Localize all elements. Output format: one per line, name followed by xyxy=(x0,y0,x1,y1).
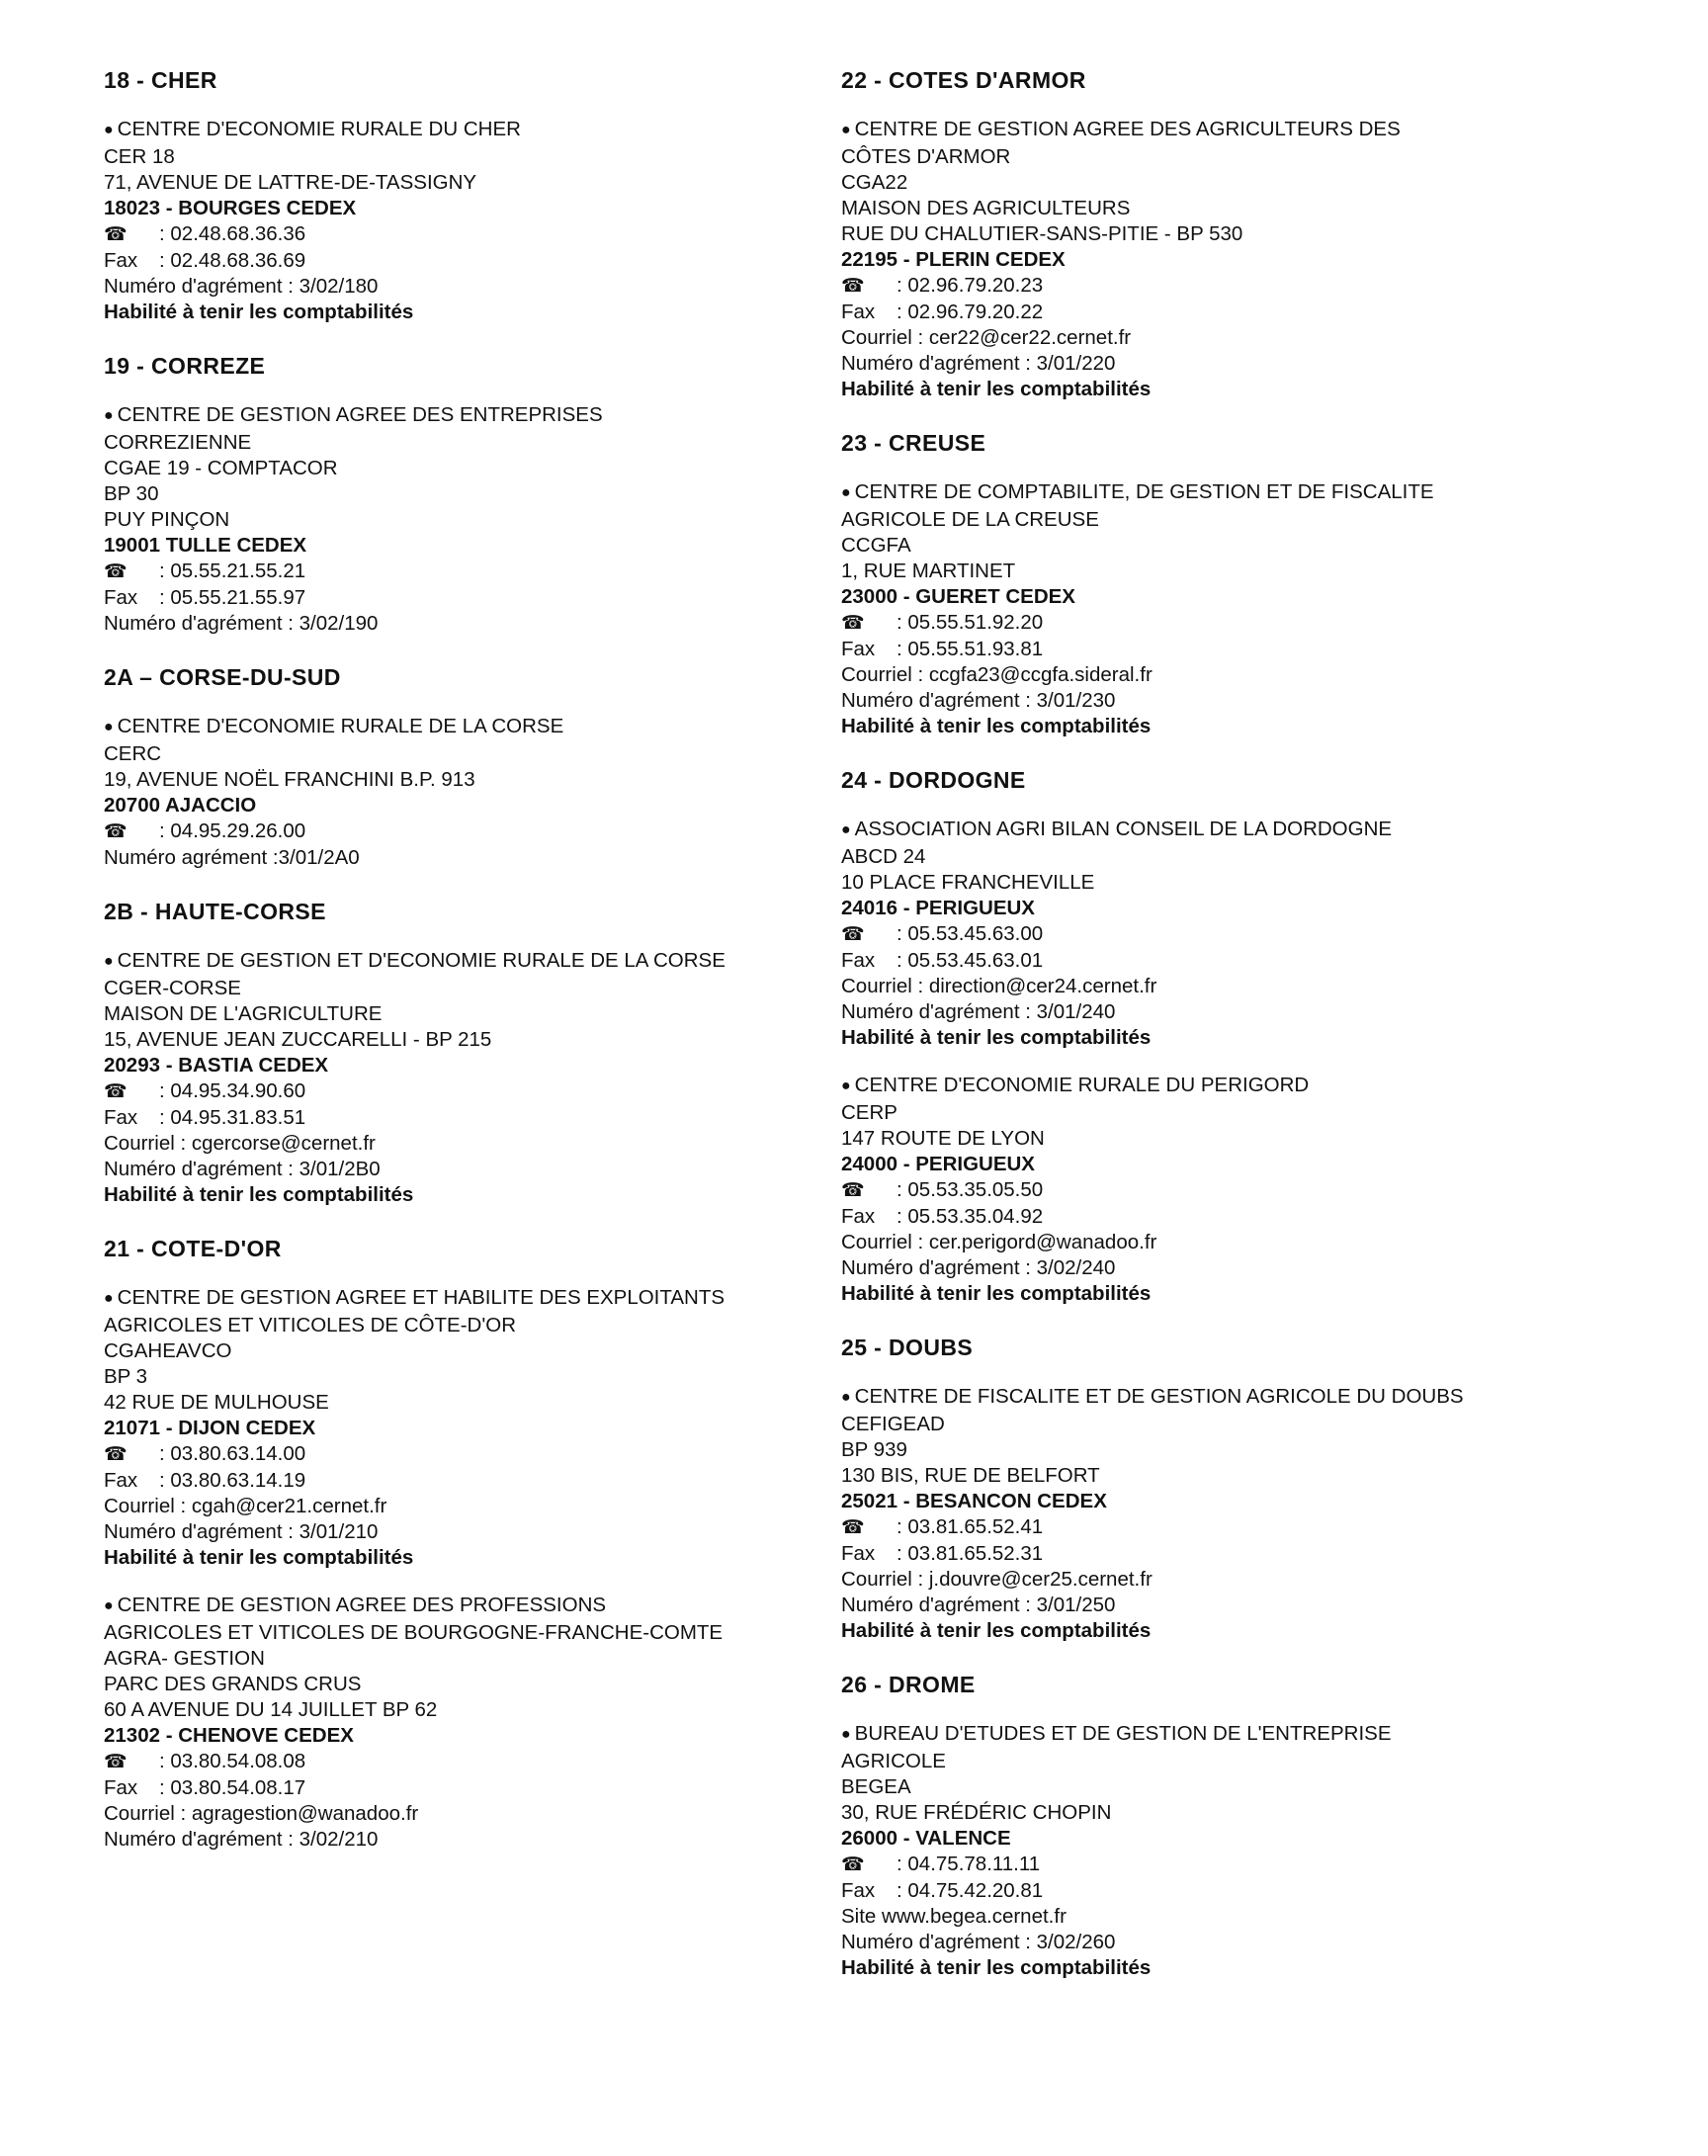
center-name-line: ● CENTRE DE GESTION AGREE ET HABILITE DES EXPLOITANTS xyxy=(104,1285,815,1313)
fax-number: : 04.75.42.20.81 xyxy=(897,1879,1044,1902)
address-line: 15, AVENUE JEAN ZUCCARELLI - BP 215 xyxy=(104,1028,492,1051)
address-line: BEGEA xyxy=(841,1775,911,1798)
habilite-note: Habilité à tenir les comptabilités xyxy=(104,1183,414,1206)
agrement-number: Numéro d'agrément : 3/02/180 xyxy=(104,275,379,298)
fax-label: Fax xyxy=(841,638,876,660)
phone-number: : 02.48.68.36.36 xyxy=(159,222,306,245)
fax-line xyxy=(104,1105,815,1131)
agrement-number: Numéro d'agrément : 3/01/2B0 xyxy=(104,1158,381,1180)
email-line: Site www.begea.cernet.fr xyxy=(841,1905,1067,1928)
city-postcode: 20700 AJACCIO xyxy=(104,794,257,817)
department-section xyxy=(104,1234,815,1853)
center-entry xyxy=(104,117,815,325)
center-entry xyxy=(841,817,1553,1051)
address-line: PARC DES GRANDS CRUS xyxy=(104,1673,362,1695)
city-postcode: 19001 TULLE CEDEX xyxy=(104,534,307,557)
telephone-icon: ☎ xyxy=(841,1854,865,1875)
address-line: AGRA- GESTION xyxy=(104,1647,265,1670)
agrement-number: Numéro d'agrément : 3/01/240 xyxy=(841,1000,1116,1023)
fax-label: Fax xyxy=(104,249,138,272)
center-name-line: ● CENTRE DE GESTION AGREE DES AGRICULTEURS DES xyxy=(841,117,1553,144)
phone-line xyxy=(104,819,815,845)
right-column xyxy=(841,65,1553,2007)
center-name-line: AGRICOLES ET VITICOLES DE CÔTE-D'OR xyxy=(104,1314,517,1337)
fax-label: Fax xyxy=(841,301,876,323)
phone-number: : 02.96.79.20.23 xyxy=(897,274,1044,297)
habilite-note: Habilité à tenir les comptabilités xyxy=(841,1282,1152,1305)
email-line: Courriel : direction@cer24.cernet.fr xyxy=(841,975,1157,997)
phone-number: : 05.55.21.55.21 xyxy=(159,560,306,582)
email-line: Courriel : cer22@cer22.cernet.fr xyxy=(841,326,1132,349)
center-name-line: ● CENTRE DE FISCALITE ET DE GESTION AGRICOLE DU DOUBS xyxy=(841,1384,1553,1412)
habilite-note: Habilité à tenir les comptabilités xyxy=(104,1546,414,1569)
fax-line xyxy=(104,585,815,611)
fax-number: : 03.80.54.08.17 xyxy=(159,1776,306,1799)
fax-number: : 05.53.35.04.92 xyxy=(897,1205,1044,1228)
center-entry xyxy=(104,1285,815,1571)
center-entry xyxy=(104,714,815,871)
fax-number: : 04.95.31.83.51 xyxy=(159,1106,306,1129)
center-entry xyxy=(841,479,1553,739)
department-section xyxy=(104,897,815,1208)
address-line: RUE DU CHALUTIER-SANS-PITIE - BP 530 xyxy=(841,222,1243,245)
city-postcode: 18023 - BOURGES CEDEX xyxy=(104,197,357,219)
address-line: CER 18 xyxy=(104,145,175,168)
address-line: CGA22 xyxy=(841,171,908,194)
department-heading: 24 - DORDOGNE xyxy=(841,767,1026,793)
address-line: CERC xyxy=(104,742,162,765)
email-line: Courriel : cgercorse@cernet.fr xyxy=(104,1132,376,1155)
address-line: CGAE 19 - COMPTACOR xyxy=(104,457,338,479)
phone-line xyxy=(841,610,1553,637)
department-section xyxy=(841,65,1553,402)
telephone-icon: ☎ xyxy=(104,1752,128,1772)
phone-number: : 04.75.78.11.11 xyxy=(897,1853,1041,1875)
telephone-icon: ☎ xyxy=(841,276,865,297)
center-entry xyxy=(841,1721,1553,1981)
habilite-note: Habilité à tenir les comptabilités xyxy=(841,378,1152,400)
address-line: CERP xyxy=(841,1101,897,1124)
phone-line xyxy=(841,1514,1553,1541)
agrement-number: Numéro d'agrément : 3/02/240 xyxy=(841,1256,1116,1279)
department-heading: 25 - DOUBS xyxy=(841,1335,974,1360)
telephone-icon: ☎ xyxy=(104,561,128,582)
center-name-line: ● ASSOCIATION AGRI BILAN CONSEIL DE LA DORDOGNE xyxy=(841,817,1553,844)
department-section xyxy=(841,765,1553,1307)
department-heading: 21 - COTE-D'OR xyxy=(104,1236,282,1261)
center-entry xyxy=(104,1593,815,1853)
city-postcode: 26000 - VALENCE xyxy=(841,1827,1011,1850)
city-postcode: 22195 - PLERIN CEDEX xyxy=(841,248,1066,271)
phone-number: : 05.53.45.63.00 xyxy=(897,922,1044,945)
fax-number: : 05.53.45.63.01 xyxy=(897,949,1044,972)
department-section xyxy=(841,1333,1553,1644)
telephone-icon: ☎ xyxy=(104,1444,128,1465)
department-section xyxy=(841,428,1553,739)
center-name-line: ● CENTRE DE GESTION AGREE DES PROFESSIONS xyxy=(104,1593,815,1620)
phone-line xyxy=(841,1852,1553,1878)
center-name-line: AGRICOLE DE LA CREUSE xyxy=(841,508,1099,531)
address-line: 130 BIS, RUE DE BELFORT xyxy=(841,1464,1100,1487)
city-postcode: 21071 - DIJON CEDEX xyxy=(104,1417,316,1439)
fax-line xyxy=(841,1878,1553,1904)
fax-line xyxy=(104,1468,815,1494)
phone-number: : 04.95.34.90.60 xyxy=(159,1079,306,1102)
department-section xyxy=(841,1670,1553,1981)
fax-label: Fax xyxy=(104,1469,138,1492)
telephone-icon: ☎ xyxy=(104,821,128,842)
agrement-number: Numéro d'agrément : 3/01/250 xyxy=(841,1594,1116,1616)
address-line: BP 30 xyxy=(104,482,159,505)
telephone-icon: ☎ xyxy=(841,613,865,634)
address-line: BP 3 xyxy=(104,1365,148,1388)
phone-number: : 03.80.63.14.00 xyxy=(159,1442,306,1465)
department-heading: 23 - CREUSE xyxy=(841,430,986,456)
center-name-line: CORREZIENNE xyxy=(104,431,252,454)
phone-line xyxy=(104,1441,815,1468)
address-line: 60 A AVENUE DU 14 JUILLET BP 62 xyxy=(104,1698,438,1721)
center-entry xyxy=(841,1384,1553,1644)
address-line: 147 ROUTE DE LYON xyxy=(841,1127,1045,1150)
address-line: BP 939 xyxy=(841,1438,907,1461)
telephone-icon: ☎ xyxy=(104,224,128,245)
address-line: 19, AVENUE NOËL FRANCHINI B.P. 913 xyxy=(104,768,475,791)
email-line: Courriel : cgah@cer21.cernet.fr xyxy=(104,1495,387,1517)
department-section xyxy=(104,351,815,637)
fax-number: : 03.80.63.14.19 xyxy=(159,1469,306,1492)
address-line: CGAHEAVCO xyxy=(104,1339,232,1362)
center-name-line: ● CENTRE D'ECONOMIE RURALE DU PERIGORD xyxy=(841,1073,1553,1100)
city-postcode: 24016 - PERIGUEUX xyxy=(841,897,1035,919)
center-name-line: ● CENTRE DE GESTION AGREE DES ENTREPRISES xyxy=(104,402,815,430)
center-name-line: AGRICOLES ET VITICOLES DE BOURGOGNE-FRANCHE-COMTE xyxy=(104,1621,724,1644)
agrement-number: Numéro d'agrément : 3/01/220 xyxy=(841,352,1116,375)
center-name-line: ● CENTRE DE GESTION ET D'ECONOMIE RURALE DE LA CORSE xyxy=(104,948,815,976)
center-name-line: AGRICOLE xyxy=(841,1750,946,1772)
fax-label: Fax xyxy=(104,586,138,609)
agrement-number: Numéro d'agrément : 3/02/190 xyxy=(104,612,379,635)
address-line: ABCD 24 xyxy=(841,845,926,868)
center-name-line: ● CENTRE D'ECONOMIE RURALE DU CHER xyxy=(104,117,815,144)
fax-line xyxy=(104,248,815,274)
address-line: 1, RUE MARTINET xyxy=(841,560,1016,582)
phone-number: : 05.55.51.92.20 xyxy=(897,611,1044,634)
phone-line xyxy=(841,273,1553,300)
telephone-icon: ☎ xyxy=(841,924,865,945)
center-entry xyxy=(104,948,815,1208)
fax-label: Fax xyxy=(104,1776,138,1799)
address-line: CGER-CORSE xyxy=(104,977,241,999)
fax-line xyxy=(841,1541,1553,1567)
city-postcode: 21302 - CHENOVE CEDEX xyxy=(104,1724,354,1747)
department-section xyxy=(104,65,815,325)
center-entry xyxy=(104,402,815,637)
address-line: MAISON DES AGRICULTEURS xyxy=(841,197,1131,219)
department-section xyxy=(104,662,815,871)
center-name-line: ● CENTRE D'ECONOMIE RURALE DE LA CORSE xyxy=(104,714,815,741)
center-name-line: ● BUREAU D'ETUDES ET DE GESTION DE L'ENTREPRISE xyxy=(841,1721,1553,1749)
city-postcode: 24000 - PERIGUEUX xyxy=(841,1153,1035,1175)
city-postcode: 23000 - GUERET CEDEX xyxy=(841,585,1075,608)
center-entry xyxy=(841,117,1553,402)
fax-number: : 02.96.79.20.22 xyxy=(897,301,1044,323)
phone-line xyxy=(104,1749,815,1775)
phone-line xyxy=(104,221,815,248)
address-line: CEFIGEAD xyxy=(841,1413,945,1435)
fax-number: : 05.55.51.93.81 xyxy=(897,638,1044,660)
agrement-number: Numéro d'agrément : 3/01/230 xyxy=(841,689,1116,712)
fax-line xyxy=(841,300,1553,325)
habilite-note: Habilité à tenir les comptabilités xyxy=(841,1026,1152,1049)
agrement-number: Numéro agrément :3/01/2A0 xyxy=(104,846,360,869)
center-entry xyxy=(841,1073,1553,1307)
phone-number: : 03.80.54.08.08 xyxy=(159,1750,306,1772)
email-line: Courriel : j.douvre@cer25.cernet.fr xyxy=(841,1568,1153,1591)
phone-line xyxy=(104,1078,815,1105)
phone-line xyxy=(104,559,815,585)
department-heading: 19 - CORREZE xyxy=(104,353,266,379)
city-postcode: 20293 - BASTIA CEDEX xyxy=(104,1054,329,1077)
fax-label: Fax xyxy=(841,1205,876,1228)
department-heading: 18 - CHER xyxy=(104,67,217,93)
fax-line xyxy=(841,637,1553,662)
address-line: PUY PINÇON xyxy=(104,508,230,531)
fax-label: Fax xyxy=(104,1106,138,1129)
phone-line xyxy=(841,921,1553,948)
department-heading: 2B - HAUTE-CORSE xyxy=(104,899,326,924)
fax-label: Fax xyxy=(841,1542,876,1565)
telephone-icon: ☎ xyxy=(104,1081,128,1102)
fax-line xyxy=(841,1204,1553,1230)
fax-number: : 02.48.68.36.69 xyxy=(159,249,306,272)
email-line: Courriel : ccgfa23@ccgfa.sideral.fr xyxy=(841,663,1153,686)
phone-line xyxy=(841,1177,1553,1204)
fax-line xyxy=(104,1775,815,1801)
agrement-number: Numéro d'agrément : 3/01/210 xyxy=(104,1520,379,1543)
telephone-icon: ☎ xyxy=(841,1180,865,1201)
phone-number: : 04.95.29.26.00 xyxy=(159,819,306,842)
fax-label: Fax xyxy=(841,1879,876,1902)
agrement-number: Numéro d'agrément : 3/02/210 xyxy=(104,1828,379,1851)
address-line: CCGFA xyxy=(841,534,911,557)
department-heading: 2A – CORSE-DU-SUD xyxy=(104,664,341,690)
fax-number: : 03.81.65.52.31 xyxy=(897,1542,1044,1565)
telephone-icon: ☎ xyxy=(841,1517,865,1538)
department-heading: 26 - DROME xyxy=(841,1672,976,1697)
phone-number: : 05.53.35.05.50 xyxy=(897,1178,1044,1201)
left-column xyxy=(104,65,815,1878)
email-line: Courriel : agragestion@wanadoo.fr xyxy=(104,1802,419,1825)
center-name-line: CÔTES D'ARMOR xyxy=(841,145,1011,168)
address-line: MAISON DE L'AGRICULTURE xyxy=(104,1002,383,1025)
habilite-note: Habilité à tenir les comptabilités xyxy=(104,301,414,323)
address-line: 71, AVENUE DE LATTRE-DE-TASSIGNY xyxy=(104,171,477,194)
habilite-note: Habilité à tenir les comptabilités xyxy=(841,1956,1152,1979)
city-postcode: 25021 - BESANCON CEDEX xyxy=(841,1490,1107,1512)
fax-label: Fax xyxy=(841,949,876,972)
fax-number: : 05.55.21.55.97 xyxy=(159,586,306,609)
fax-line xyxy=(841,948,1553,974)
agrement-number: Numéro d'agrément : 3/02/260 xyxy=(841,1931,1116,1953)
email-line: Courriel : cer.perigord@wanadoo.fr xyxy=(841,1231,1157,1253)
phone-number: : 03.81.65.52.41 xyxy=(897,1515,1044,1538)
address-line: 10 PLACE FRANCHEVILLE xyxy=(841,871,1095,894)
department-heading: 22 - COTES D'ARMOR xyxy=(841,67,1086,93)
address-line: 42 RUE DE MULHOUSE xyxy=(104,1391,329,1414)
address-line: 30, RUE FRÉDÉRIC CHOPIN xyxy=(841,1801,1112,1824)
center-name-line: ● CENTRE DE COMPTABILITE, DE GESTION ET DE FISCALITE xyxy=(841,479,1553,507)
habilite-note: Habilité à tenir les comptabilités xyxy=(841,1619,1152,1642)
habilite-note: Habilité à tenir les comptabilités xyxy=(841,715,1152,737)
